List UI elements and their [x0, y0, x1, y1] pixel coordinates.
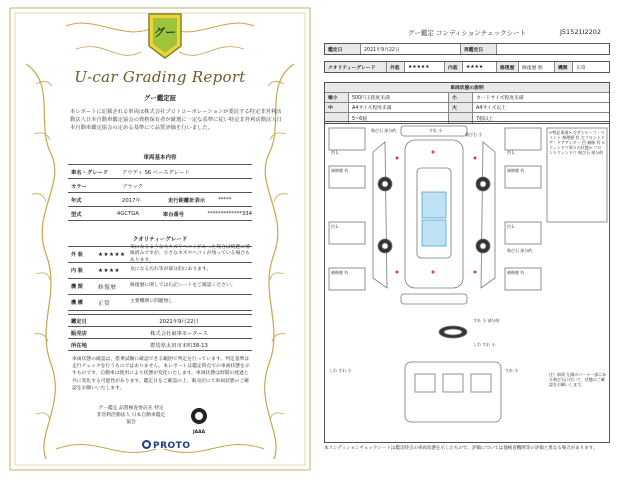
quality-row: 機 関 修復歴 修復歴に関しては右記シートをご確認ください。 [68, 279, 252, 295]
goo-badge [145, 12, 185, 60]
damage-label: しわ すれ 小 [329, 368, 352, 373]
size-row: 5~6個 7個以上 [325, 113, 609, 123]
vehicle-diagram [324, 121, 610, 443]
sheet-header-table [324, 43, 610, 55]
damage-label: すれ 小 [505, 368, 519, 373]
basic-row: 車名・グレード アウディ S6 ベースグレード [68, 165, 252, 179]
damage-label: 凹 L [331, 150, 339, 155]
sheet-title: グー鑑定 コンディションチェックシート [407, 29, 527, 37]
report-title: U-car Grading Report [74, 68, 246, 86]
damage-label: すれ 小 部分的 [473, 318, 500, 323]
basic-row: 年式 2017年 走行距離計表示 ***** [68, 193, 252, 207]
damage-label: 飛び石 部分的 [507, 248, 533, 253]
badge-text: グー [154, 26, 176, 39]
damage-label: 飛び石 部分的 [371, 128, 397, 133]
damage-label: 補修歴 有 [507, 168, 525, 173]
bottom-note: 注）車両 左側のコーナー部にある飛び石に付いて、状態のご確認をお願いします。 [549, 372, 607, 387]
damage-label: しわ すれ 小 [473, 342, 496, 347]
damage-label: 補修歴 有 [507, 270, 525, 275]
certificate-subtitle: グー鑑定証 [143, 94, 177, 102]
damage-label: すれ 小 [429, 128, 443, 133]
basic-row: カラー ブラック [68, 179, 252, 193]
damage-label: 凹 L [507, 224, 515, 229]
sheet-footnote: 本コンディションチェックシートは鑑定時点の車両状態を示したもので、評価については他検査機関等の評価と異なる場合があります。 [324, 446, 598, 451]
proto-icon [142, 440, 151, 449]
date-row: 鑑定日 2021年9月22日 再鑑定日 [325, 44, 609, 54]
damage-label: 凹 L [331, 224, 339, 229]
grading-certificate [6, 4, 314, 474]
quality-table [68, 246, 252, 311]
damage-label: 飛び石 小 [465, 132, 483, 137]
quality-row: 内 装 ★★★★ 気になる汚れ等が部分的にあります。 [68, 263, 252, 279]
quality-section-head: クオリティーグレード [132, 237, 188, 243]
quality-row: 外 装 ★★★★★ 気になるような大キズやヘコミがあった場合は綺麗に補修済みですが、小さなキズやヘコミが残っている場合もあります。 [68, 247, 252, 263]
sheet-desc-table [324, 82, 610, 124]
damage-label: 補修歴 有 [331, 270, 349, 275]
grade-row: クオリティーグレード 外装 ★★★★★ 内装 ★★★★ 修復歴 修復歴 無 機関 正常 [325, 62, 609, 72]
sheet-code: J51521I2202 [560, 28, 602, 36]
certificate-footer-text: グー鑑定 品質検査委託先 特定非営利活動法人 日本自動車鑑定協会 [96, 406, 166, 425]
certificate-note: 車両状態の確認は、搭乗試験に確認できる範囲で判定を行っています。判定基準は走行チェックを行うものではありません。本レポートは鑑定時点での車両状態を示すものです。自動車は使用により状態が変化いたします。車両状態は時間の経過と共に変化する可能性があります。鑑定日をご確認の上、販売店にて車両状態のご確認をお願いいたします。 [72, 357, 250, 391]
dealer-row: 鑑定日 2021年9月22日 [68, 315, 252, 327]
size-row: 極小 500円玉程度未満 小 カードサイズ程度未満 [325, 93, 609, 103]
car-outline-icon [325, 122, 611, 444]
dealer-row: 所在地 群馬県太田市本町38-13 [68, 339, 252, 351]
size-row: 中 A4サイズ程度未満 大 A4サイズ以上 [325, 103, 609, 113]
damage-label: 補修歴 有 [331, 168, 349, 173]
basic-section-head: 車両基本内容 [143, 155, 177, 161]
dealer-row: 販売店 株式会社東車モータース [68, 327, 252, 339]
basic-row: 型式 4GCTGA 車台番号 *************334 [68, 207, 252, 221]
quality-row: 機 構 正常 主要機関に問題無し [68, 295, 252, 311]
sheet-grade-table [324, 61, 610, 73]
basic-table [68, 164, 252, 221]
desc-head: 車両状態の説明 [325, 83, 609, 93]
special-notes: <特記事項> 左サンルーフ・ペイント 修理歴 有 左フロントドア・ドアアンダー 凹 補修 有 <ウィンドウ周りの状態> フロントウィンドウ 飛び石 部分的 [549, 130, 605, 155]
jaaa-icon [190, 407, 208, 425]
dealer-table [68, 314, 252, 351]
damage-label: 凹 L [507, 150, 515, 155]
proto-logo: PROTO [142, 440, 190, 451]
jaaa-logo: JAAA [184, 407, 214, 435]
certificate-intro: 本レポートに記載される車両は株式会社プロトコーポレーションが委託する特定非営利活動法人日本自動車鑑定協会の資格保有者が厳選に一定な基準に従い特定非営利活動法人日本自動車鑑定協会の定める基準にて品質評価を行いました。 [70, 109, 282, 131]
